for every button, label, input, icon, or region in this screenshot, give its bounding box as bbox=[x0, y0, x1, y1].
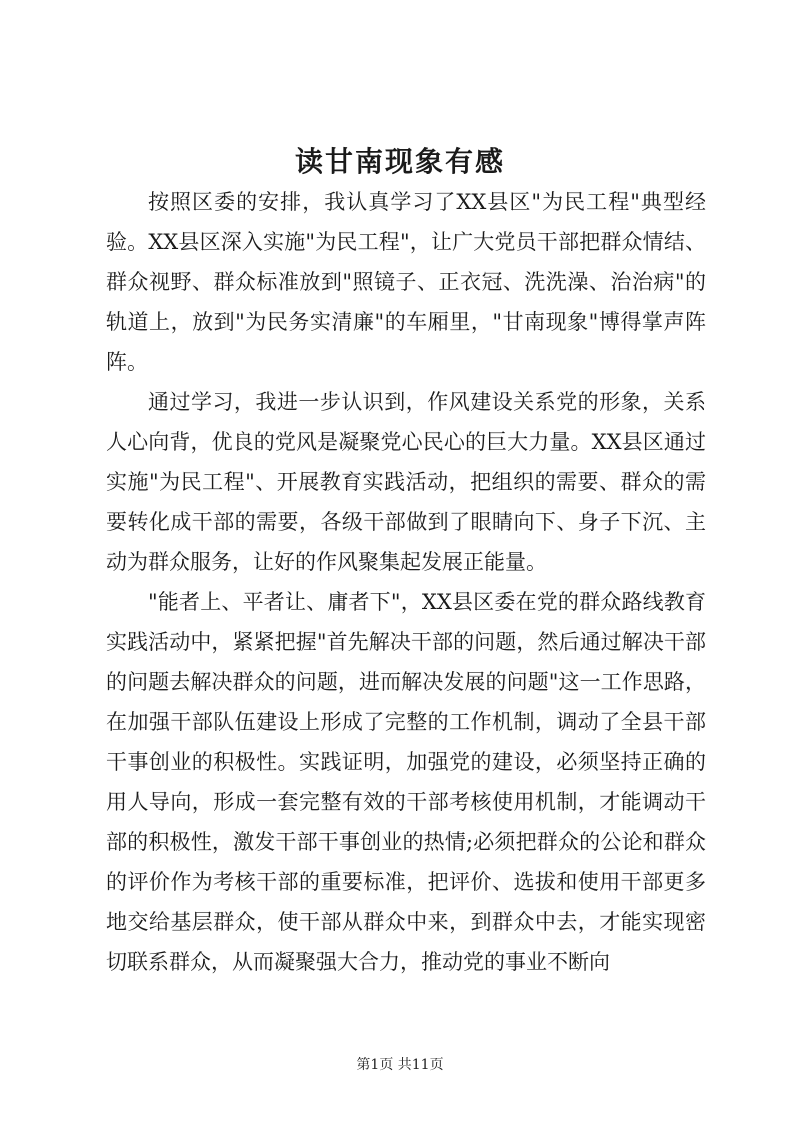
document-title: 读甘南现象有感 bbox=[294, 145, 505, 178]
document-body bbox=[106, 182, 706, 982]
paragraph-2: 通过学习，我进一步认识到，作风建设关系党的形象，关系人心向背，优良的党风是凝聚党心民心的巨大力量。XX县区通过实施"为民工程"、开展教育实践活动，把组织的需要、群众的需要转化成干部的需要，各级干部做到了眼睛向下、身子下沉、主动为群众服务，让好的作风聚集起发展正能量。 bbox=[106, 390, 706, 574]
paragraph-3: "能者上、平者让、庸者下"，XX县区委在党的群众路线教育实践活动中，紧紧把握"首先解决干部的问题，然后通过解决干部的问题去解决群众的问题，进而解决发展的问题"这一工作思路，在加强干部队伍建设上形成了完整的工作机制，调动了全县干部干事创业的积极性。实践证明，加强党的建设，必须坚持正确的用人导向，形成一套完整有效的干部考核使用机制，才能调动干部的积极性，激发干部干事创业的热情;必须把群众的公论和群众的评价作为考核干部的重要标准，把评价、选拔和使用干部更多地交给基层群众，使干部从群众中来，到群众中去，才能实现密切联系群众，从而凝聚强大合力，推动党的事业不断向 bbox=[106, 590, 706, 974]
paragraph-1: 按照区委的安排，我认真学习了XX县区"为民工程"典型经验。XX县区深入实施"为民工程"，让广大党员干部把群众情结、群众视野、群众标准放到"照镜子、正衣冠、洗洗澡、治治病"的轨道上，放到"为民务实清廉"的车厢里，"甘南现象"博得掌声阵阵。 bbox=[106, 190, 706, 374]
page-number-footer: 第1页 共11页 bbox=[356, 1057, 444, 1073]
